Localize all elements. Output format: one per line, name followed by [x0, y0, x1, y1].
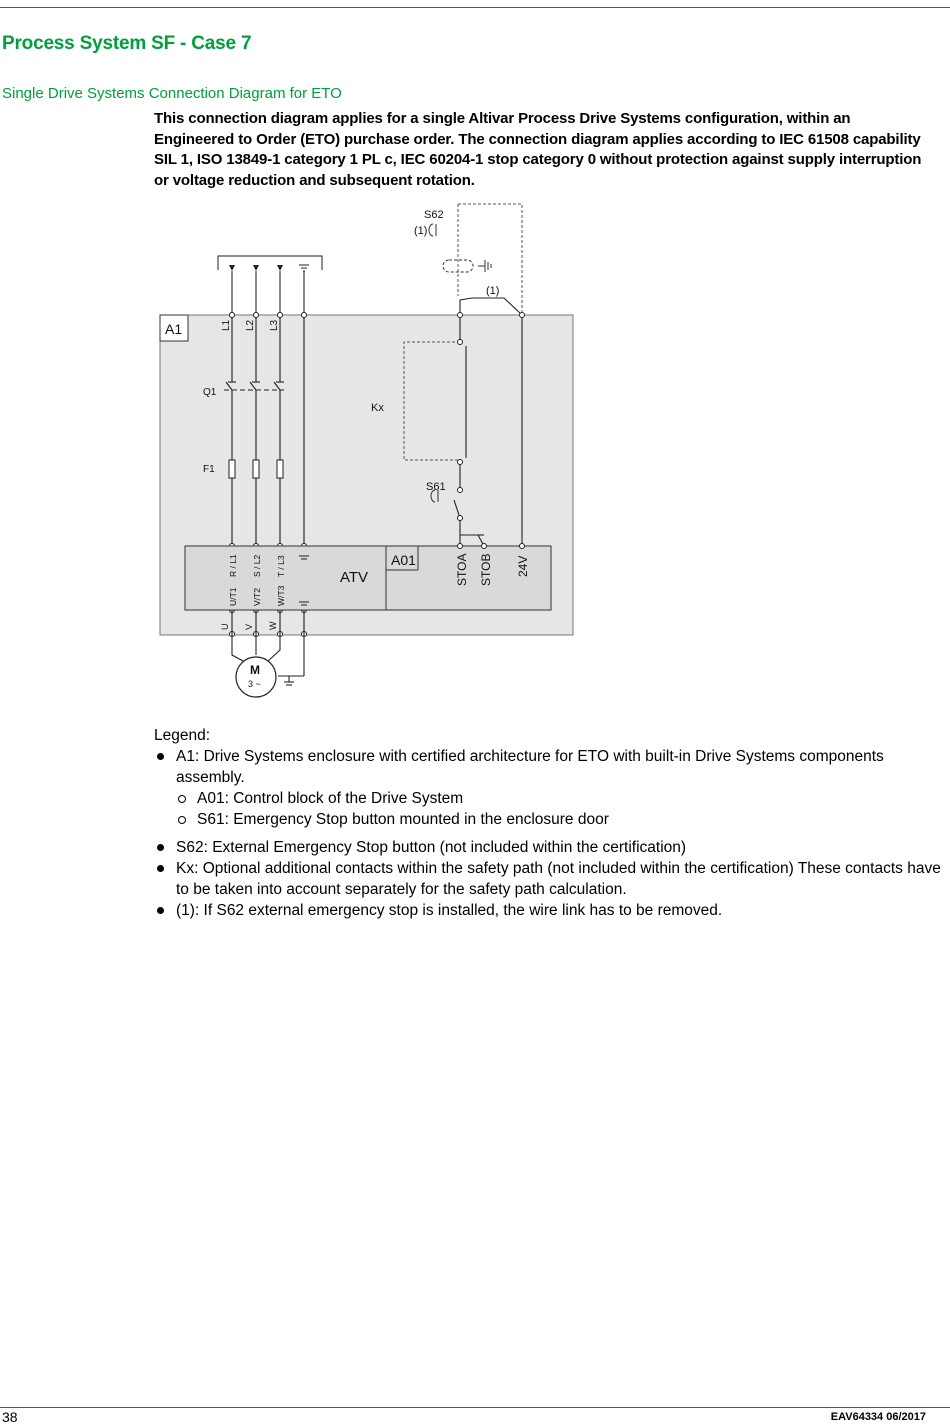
legend-item-a1: A1: Drive Systems enclosure with certified architecture for ETO with built-in Drive Systems components assembly. — [154, 746, 944, 788]
svg-text:T / L3: T / L3 — [276, 555, 286, 577]
connection-diagram — [0, 195, 600, 715]
svg-text:R / L1: R / L1 — [228, 554, 238, 577]
drive-label: ATV — [340, 569, 369, 586]
legend-item-kx: Kx: Optional additional contacts within the safety path (not included within the certification) These contacts have to be taken into account separately for the safety path calculation. — [154, 858, 944, 900]
top-rule — [0, 7, 950, 8]
page-title: Process System SF - Case 7 — [2, 33, 252, 54]
svg-text:STOA: STOA — [455, 553, 469, 586]
motor-label: M — [250, 663, 260, 677]
svg-text:24V: 24V — [516, 555, 530, 577]
legend-title: Legend: — [154, 727, 211, 744]
drive-input-labels — [228, 554, 286, 577]
supply-labels — [221, 319, 280, 331]
svg-text:V/T2: V/T2 — [252, 588, 262, 606]
drive-output-labels — [228, 585, 286, 606]
fuse-label: F1 — [203, 464, 215, 475]
legend-item-s61: S61: Emergency Stop button mounted in the enclosure door — [154, 809, 944, 830]
svg-text:STOB: STOB — [479, 553, 493, 586]
legend-item-s62: S62: External Emergency Stop button (not included within the certification) — [154, 837, 944, 858]
legend-item-a01: A01: Control block of the Drive System — [154, 788, 944, 809]
svg-text:W/T3: W/T3 — [276, 585, 286, 606]
legend — [154, 725, 944, 921]
svg-text:V: V — [244, 623, 254, 630]
svg-text:U/T1: U/T1 — [228, 587, 238, 606]
kx-label: Kx — [371, 402, 384, 414]
svg-text:L3: L3 — [269, 319, 280, 331]
control-block-label: A01 — [391, 552, 416, 568]
wire-link-note: (1) — [486, 285, 500, 297]
page-number: 38 — [2, 1409, 18, 1425]
legend-list — [154, 746, 944, 921]
s62-label: S62 — [424, 209, 444, 221]
bottom-rule — [0, 1407, 950, 1408]
supply-arrows — [229, 265, 283, 271]
supply-pe-symbol — [299, 265, 309, 271]
svg-text:U: U — [220, 623, 230, 630]
enclosure-label: A1 — [165, 321, 183, 337]
svg-text:L2: L2 — [245, 319, 256, 331]
intro-paragraph: This connection diagram applies for a single Altivar Process Drive Systems configuration, within an Engineered to Order (ETO) purchase order. The connection diagram applies according to IEC 61508 capability SIL 1, ISO 13849-1 category 1 PL c, IEC 60204-1 stop category 0 without protection against supply interruption or voltage reduction and subsequent rotation. — [154, 110, 922, 189]
breaker-label: Q1 — [203, 387, 217, 398]
svg-text:L1: L1 — [221, 319, 232, 331]
motor-phase-label: 3 ~ — [248, 679, 261, 689]
svg-text:S / L2: S / L2 — [252, 554, 262, 577]
document-reference: EAV64334 06/2017 — [830, 1411, 926, 1423]
legend-item-note1: (1): If S62 external emergency stop is installed, the wire link has to be removed. — [154, 900, 944, 921]
s62-note: (1) — [414, 225, 428, 237]
section-title: Single Drive Systems Connection Diagram for ETO — [2, 85, 342, 102]
s61-label: S61 — [426, 481, 446, 493]
svg-text:W: W — [268, 621, 278, 630]
